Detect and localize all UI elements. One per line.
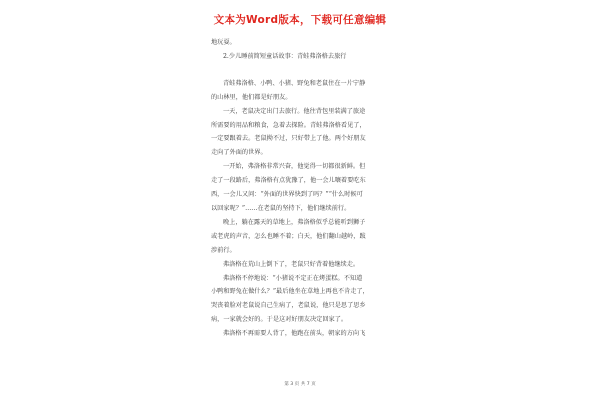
text-line: 走了一段路后，弗洛格有点犹豫了，他一会儿嚷着要吃东 (211, 177, 366, 185)
text-line: 一天，老鼠决定出门去旅行。他往背包里装满了旅途 (223, 107, 366, 115)
text-line: 的山林里，他们都是好朋友。 (211, 93, 292, 101)
story-title: 2.少儿睡前简短童话故事：青蛙弗洛格去旅行 (223, 52, 347, 60)
text-line: 弗洛格在荒山上倒下了，老鼠只好背着他继续走。 (223, 260, 360, 268)
text-line: 走向了外面的世界。 (211, 149, 267, 157)
text-line: 以回家呢？”……在老鼠的坚持下，他们继续前行。 (211, 204, 351, 212)
text-line: 晚上，躺在露天的草地上，弗洛格似乎总能听到狮子 (223, 218, 366, 226)
text-line: 小鸭和野兔在做什么？”最后他坐在草地上再也不肯走了， (211, 288, 369, 296)
text-line: 哭丧着脸对老鼠说自己生病了，老鼠说，他只是思了思乡 (211, 302, 366, 310)
download-banner: 文本为Word版本，下载可任意编辑 (213, 14, 387, 26)
document-body (211, 36, 399, 341)
text-line: 涉前行。 (211, 246, 236, 254)
text-line: 病，一家就会好的。于是这对好朋友决定回家了。 (211, 316, 348, 324)
text-line: 一开始，弗洛格非常兴奋，他觉得一切都很新鲜。但 (223, 163, 366, 171)
text-line: 西，一会儿又问：“外面的世界快到了吗？”“什么时候可 (211, 191, 363, 199)
text-line: 地玩耍。 (211, 39, 236, 46)
text-line: 弗洛格不再需要人背了，他跑在前头，朝家的方向飞 (223, 330, 366, 338)
text-line: 或老虎的声音，怎么也睡不着；白天，他们翻山越岭，跋 (211, 232, 366, 240)
text-line: 一定要跟着去。老鼠拗不过，只好带上了他。两个好朋友 (211, 135, 366, 143)
page-number: 第 3 页 共 7 页 (284, 382, 316, 387)
text-line: 青蛙弗洛格、小鸭、小猪、野兔和老鼠住在一片宁静 (223, 79, 366, 87)
text-line: 弗洛格不停地说：“小猪说不定正在烤蛋糕。不知道 (223, 274, 363, 282)
text-line: 所需要的用品和粮食，急着去探险。青蛙弗洛格看见了， (211, 121, 366, 129)
